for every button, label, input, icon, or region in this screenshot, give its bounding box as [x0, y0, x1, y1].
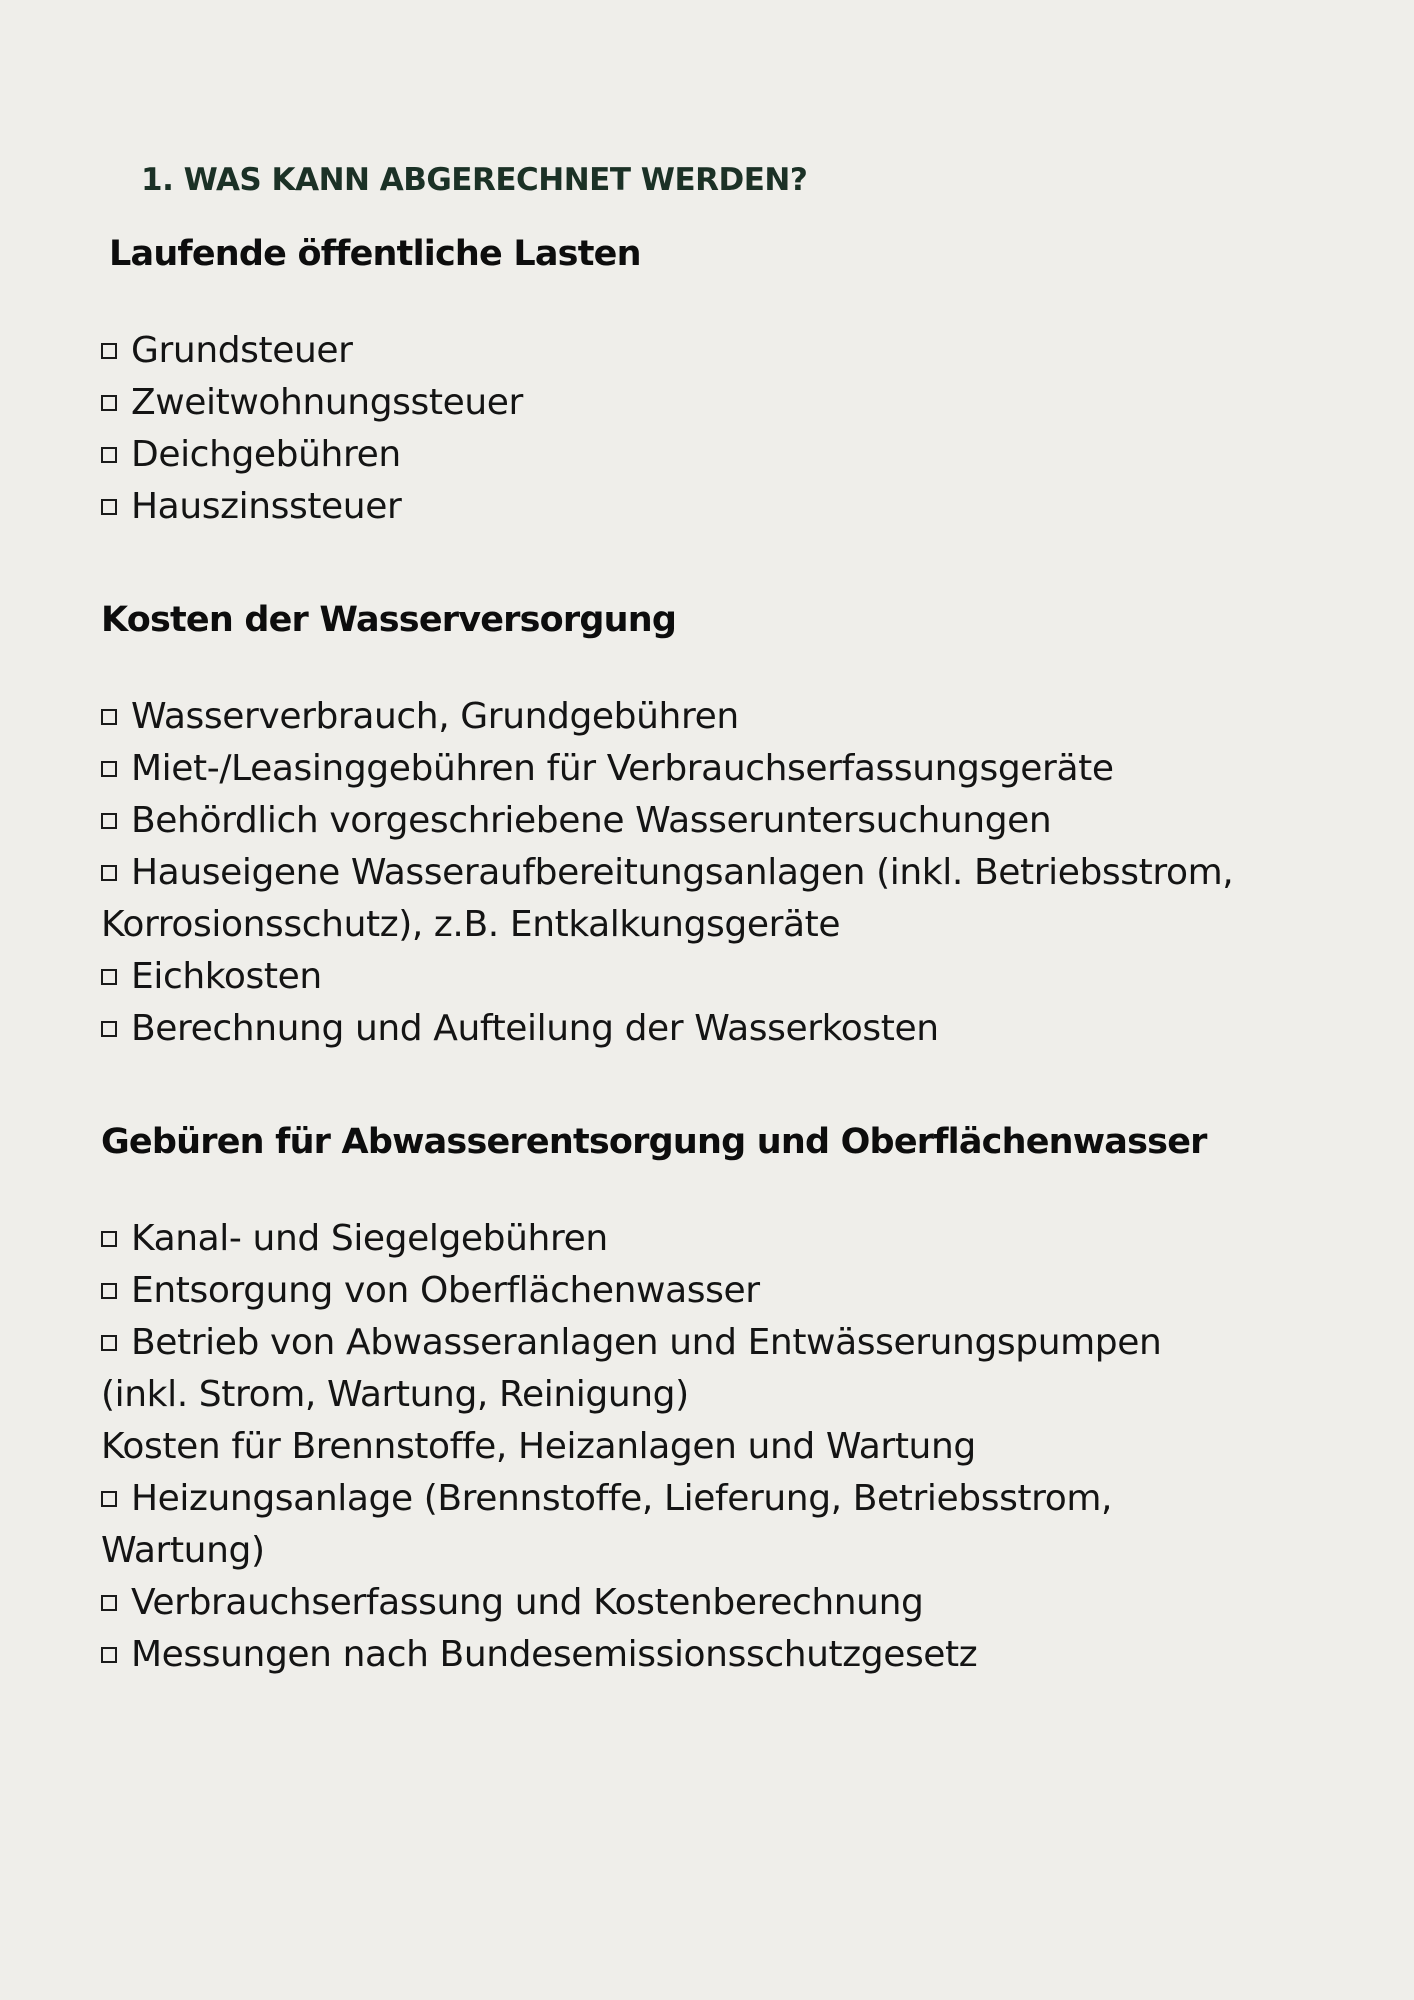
checkbox-icon — [101, 1647, 117, 1663]
list-item — [101, 1003, 1341, 1055]
list-item — [101, 325, 1341, 377]
list-item — [101, 691, 1341, 743]
list-item-text: Zweitwohnungssteuer — [131, 382, 523, 423]
list-item-text: Korrosionsschutz), z.B. Entkalkungsgeräte — [101, 904, 841, 945]
list-item-text: Messungen nach Bundesemissionsschutzgesetz — [131, 1634, 978, 1675]
list-item-text: (inkl. Strom, Wartung, Reinigung) — [101, 1374, 689, 1415]
list-item — [101, 743, 1341, 795]
list-item-text: Miet-/Leasinggebühren für Verbrauchserfassungsgeräte — [131, 748, 1114, 789]
list-item-text: Kosten für Brennstoffe, Heizanlagen und Wartung — [101, 1426, 976, 1467]
checkbox-icon — [101, 447, 117, 463]
checkbox-icon — [101, 813, 117, 829]
checkbox-icon — [101, 1283, 117, 1299]
list-item-text: Verbrauchserfassung und Kostenberechnung — [131, 1582, 924, 1623]
list-item — [101, 899, 1341, 951]
item-list — [101, 691, 1341, 1055]
list-item — [101, 1473, 1341, 1525]
list-item — [101, 429, 1341, 481]
item-list — [101, 1213, 1341, 1681]
list-item-text: Wasserverbrauch, Grundgebühren — [131, 696, 739, 737]
section-abwasser — [101, 1122, 1341, 1681]
checkbox-icon — [101, 865, 117, 881]
list-item-text: Heizungsanlage (Brennstoffe, Lieferung, Betriebsstrom, — [131, 1478, 1113, 1519]
list-item — [101, 951, 1341, 1003]
list-item-text: Hauseigene Wasseraufbereitungsanlagen (inkl. Betriebsstrom, — [131, 852, 1234, 893]
list-item — [101, 481, 1341, 533]
checkbox-icon — [101, 1335, 117, 1351]
list-item — [101, 1265, 1341, 1317]
section-laufende-lasten — [101, 234, 1341, 533]
page-heading: 1. WAS KANN ABGERECHNET WERDEN? — [141, 161, 808, 198]
checkbox-icon — [101, 395, 117, 411]
section-title: Gebüren für Abwasserentsorgung und Oberflächenwasser — [101, 1122, 1207, 1162]
checkbox-icon — [101, 499, 117, 515]
list-item-text: Berechnung und Aufteilung der Wasserkosten — [131, 1008, 939, 1049]
list-item-text: Betrieb von Abwasseranlagen und Entwässerungspumpen — [131, 1322, 1162, 1363]
list-item — [101, 377, 1341, 429]
list-item-text: Entsorgung von Oberflächenwasser — [131, 1270, 760, 1311]
checkbox-icon — [101, 969, 117, 985]
checkbox-icon — [101, 343, 117, 359]
list-item-text: Eichkosten — [131, 956, 322, 997]
list-item — [101, 1629, 1341, 1681]
list-item-text: Wartung) — [101, 1530, 265, 1571]
list-item — [101, 1577, 1341, 1629]
list-item — [101, 1317, 1341, 1369]
list-item — [101, 1369, 1341, 1421]
list-item-text: Kanal- und Siegelgebühren — [131, 1218, 608, 1259]
section-wasserversorgung — [101, 600, 1341, 1055]
list-item-text: Deichgebühren — [131, 434, 401, 475]
section-title: Laufende öffentliche Lasten — [109, 234, 641, 274]
list-item — [101, 847, 1341, 899]
list-item — [101, 1213, 1341, 1265]
list-item — [101, 1421, 1341, 1473]
list-item — [101, 1525, 1341, 1577]
checkbox-icon — [101, 1231, 117, 1247]
list-item-text: Grundsteuer — [131, 330, 353, 371]
list-item — [101, 795, 1341, 847]
item-list — [101, 325, 1341, 533]
checkbox-icon — [101, 1021, 117, 1037]
checkbox-icon — [101, 709, 117, 725]
section-title: Kosten der Wasserversorgung — [101, 600, 677, 640]
checkbox-icon — [101, 761, 117, 777]
checkbox-icon — [101, 1595, 117, 1611]
checkbox-icon — [101, 1491, 117, 1507]
list-item-text: Behördlich vorgeschriebene Wasseruntersuchungen — [131, 800, 1052, 841]
list-item-text: Hauszinssteuer — [131, 486, 402, 527]
